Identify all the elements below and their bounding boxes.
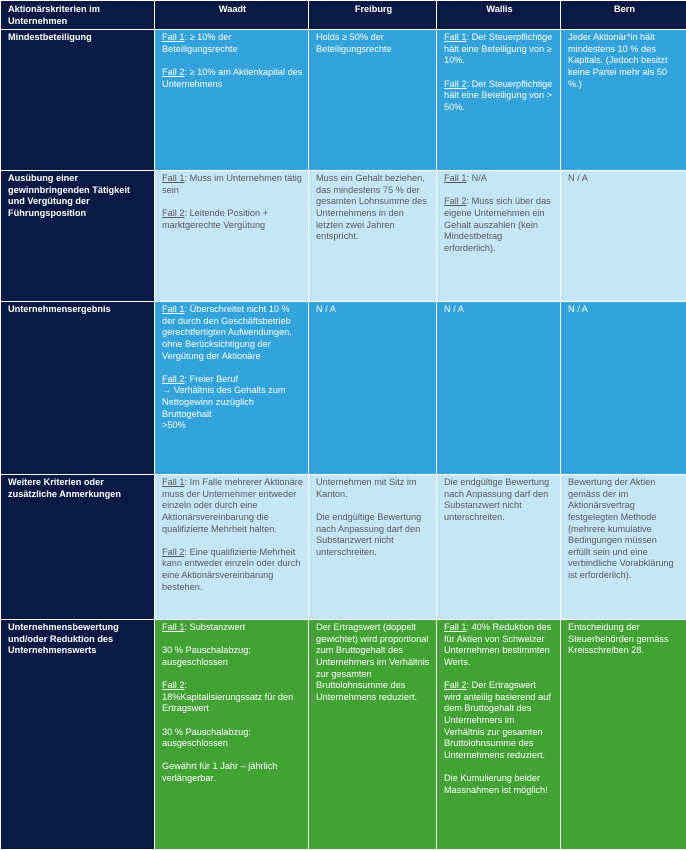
table-row [1, 171, 686, 302]
cell-wallis [437, 620, 561, 850]
row-label: Unternehmensbewertung und/oder Reduktion des Unternehmenswerts [1, 620, 155, 850]
case-label: Fall 2 [444, 79, 466, 89]
cell-paragraph [444, 32, 555, 67]
cell-paragraph [444, 477, 555, 523]
cell-paragraph [444, 680, 555, 761]
cell-paragraph [316, 477, 431, 500]
cell-text: : 18%Kapitalisierungssatz für den Ertragswert [162, 680, 293, 713]
cell-text: Holds ≥ 50% der Beteiligungsrechte [316, 32, 392, 54]
cell-bern [561, 302, 686, 475]
cell-paragraph [162, 645, 303, 668]
cell-paragraph [444, 196, 555, 254]
cell-paragraph [568, 622, 681, 657]
case-label: Fall 2 [162, 547, 184, 557]
case-label: Fall 2 [162, 208, 184, 218]
cell-text: Gewährt für 1 Jahr – jährlich verlängerbar. [162, 761, 277, 783]
row-label: Ausübung einer gewinnbringenden Tätigkeit und Vergütung der Führungsposition [1, 171, 155, 302]
cell-text: Die endgültige Bewertung nach Anpassung darf den Substanzwert nicht unterschreiten. [444, 477, 549, 522]
cell-wallis [437, 475, 561, 620]
cell-paragraph [162, 477, 303, 535]
case-label: Fall 1 [444, 622, 466, 632]
row-label: Weitere Kriterien oder zusätzliche Anmerkungen [1, 475, 155, 620]
cell-waadt [155, 171, 309, 302]
cell-text: : Substanzwert [184, 622, 245, 632]
cell-text: : Muss sich über das eigene Unternehmen ein Gehalt auszahlen (kein Mindestbetrag erforderlich). [444, 196, 551, 252]
cell-text: : Im Falle mehrerer Aktionäre muss der Unternehmer entweder einzeln oder durch eine Aktionärsvereinbarung die qualifizierte Mehrheit halten. [162, 477, 303, 533]
cell-text: : Eine qualifizierte Mehrheit kann entweder einzeln oder durch eine Aktionärsvereinbarung bestehen. [162, 547, 300, 592]
cell-text: : ≥ 10% der Beteiligungsrechte [162, 32, 238, 54]
cell-paragraph [316, 304, 431, 316]
header-freiburg: Freiburg [309, 1, 437, 30]
row-label: Unternehmensergebnis [1, 302, 155, 475]
cell-text: Der Ertragswert (doppelt gewichtet) wird proportional zum Bruttogehalt des Unternehmers im Verhältnis zur gesamten Bruttolohnsumme des Unternehmens reduziert. [316, 622, 429, 702]
case-label: Fall 1 [162, 477, 184, 487]
cell-paragraph [162, 374, 303, 432]
cell-freiburg [309, 302, 437, 475]
case-label: Fall 1 [162, 304, 184, 314]
cell-paragraph [444, 79, 555, 114]
cell-paragraph [162, 547, 303, 593]
cell-waadt [155, 620, 309, 850]
cell-text: : Freier Beruf → Verhältnis des Gehalts zum Nettogewinn zuzüglich Bruttogehalt >50% [162, 374, 286, 430]
cell-text: N / A [568, 304, 588, 314]
cell-text: Die Kumulierung beider Massnahmen ist möglich! [444, 773, 548, 795]
header-row [1, 1, 686, 30]
table-row [1, 620, 686, 850]
cell-paragraph [162, 761, 303, 784]
cell-paragraph [568, 32, 681, 90]
cell-paragraph [568, 477, 681, 581]
cell-text: : 40% Reduktion des für Aktien von Schweizer Unternehmen bestimmten Werts. [444, 622, 551, 667]
cell-paragraph [162, 727, 303, 750]
cell-freiburg [309, 171, 437, 302]
case-label: Fall 1 [162, 622, 184, 632]
cell-paragraph [162, 173, 303, 196]
cell-text: : N/A [466, 173, 486, 183]
cell-text: Jeder Aktionär*in hält mindestens 10 % des Kapitals. (Jedoch besitzt keine Partei mehr als 50 %.) [568, 32, 668, 88]
row-label: Mindestbeteiligung [1, 30, 155, 171]
case-label: Fall 1 [162, 32, 184, 42]
cell-text: : Der Steuerpflichtige hält eine Beteiligung von > 50%. [444, 79, 552, 112]
cell-text: Die endgültige Bewertung nach Anpassung darf den Substanzwert nicht unterschreiten. [316, 512, 421, 557]
case-label: Fall 1 [444, 173, 466, 183]
cell-text: Unternehmen mit Sitz im Kanton. [316, 477, 417, 499]
case-label: Fall 2 [162, 680, 184, 690]
cell-text: : Der Steuerpflichtige hält eine Beteiligung von ≥ 10%. [444, 32, 552, 65]
cell-paragraph [444, 173, 555, 185]
cell-paragraph [444, 622, 555, 668]
cell-text: 30 % Pauschalabzug: ausgeschlossen [162, 727, 251, 749]
cell-paragraph [162, 67, 303, 90]
cell-text: 30 % Pauschalabzug: ausgeschlossen [162, 645, 251, 667]
cell-paragraph [444, 304, 555, 316]
cell-bern [561, 620, 686, 850]
cell-text: : Überschreitet nicht 10 % der durch den Geschäftsbetrieb gerechtfertigten Aufwendungen, ohne Berücksichtigung der Vergütung der Aktionäre [162, 304, 292, 360]
header-wallis: Wallis [437, 1, 561, 30]
cell-paragraph [162, 680, 303, 715]
cell-wallis [437, 302, 561, 475]
cell-freiburg [309, 475, 437, 620]
cell-text: N / A [568, 173, 588, 183]
cell-paragraph [568, 304, 681, 316]
case-label: Fall 1 [162, 173, 184, 183]
cell-paragraph [444, 773, 555, 796]
case-label: Fall 1 [444, 32, 466, 42]
cell-paragraph [316, 622, 431, 703]
cell-paragraph [162, 304, 303, 362]
header-waadt: Waadt [155, 1, 309, 30]
case-label: Fall 2 [162, 67, 184, 77]
cell-text: : ≥ 10% am Aktienkapital des Unternehmens [162, 67, 302, 89]
cell-bern [561, 30, 686, 171]
cell-paragraph [162, 32, 303, 55]
table-row [1, 475, 686, 620]
cell-text: N / A [316, 304, 336, 314]
cell-text: : Leitende Position + marktgerechte Vergütung [162, 208, 268, 230]
cell-bern [561, 475, 686, 620]
cell-paragraph [316, 32, 431, 55]
cell-paragraph [162, 208, 303, 231]
cell-paragraph [316, 173, 431, 243]
cell-paragraph [568, 173, 681, 185]
cell-paragraph [162, 622, 303, 634]
case-label: Fall 2 [444, 680, 466, 690]
cell-freiburg [309, 30, 437, 171]
header-criteria: Aktionärskriterien im Unternehmen [1, 1, 155, 30]
cell-wallis [437, 30, 561, 171]
table-row [1, 302, 686, 475]
cell-waadt [155, 30, 309, 171]
case-label: Fall 2 [444, 196, 466, 206]
cell-text: N / A [444, 304, 464, 314]
header-bern: Bern [561, 1, 686, 30]
cell-waadt [155, 302, 309, 475]
cell-freiburg [309, 620, 437, 850]
cell-waadt [155, 475, 309, 620]
cell-text: Muss ein Gehalt beziehen, das mindestens 75 % der gesamten Lohnsumme des Unternehmens in den letzten zwei Jahren entspricht. [316, 173, 427, 241]
cell-text: : Der Ertragswert wird anteilig basierend auf dem Bruttogehalt des Unternehmers im Verhältnis zur gesamten Bruttolohnsumme des Unternehmens reduziert. [444, 680, 551, 760]
cell-paragraph [316, 512, 431, 558]
table-row [1, 30, 686, 171]
cell-wallis [437, 171, 561, 302]
cell-text: Bewertung der Aktien gemäss der im Aktionärsvertrag festgelegten Methode (mehrere kumulative Bedingungen müssen erfüllt sein und eine verbindliche Vorabklärung ist erforderlich). [568, 477, 674, 580]
case-label: Fall 2 [162, 374, 184, 384]
cell-bern [561, 171, 686, 302]
cell-text: Entscheidung der Steuerbehörden gemäss Kreisschreiben 28. [568, 622, 669, 655]
cell-text: : Muss im Unternehmen tätig sein [162, 173, 302, 195]
